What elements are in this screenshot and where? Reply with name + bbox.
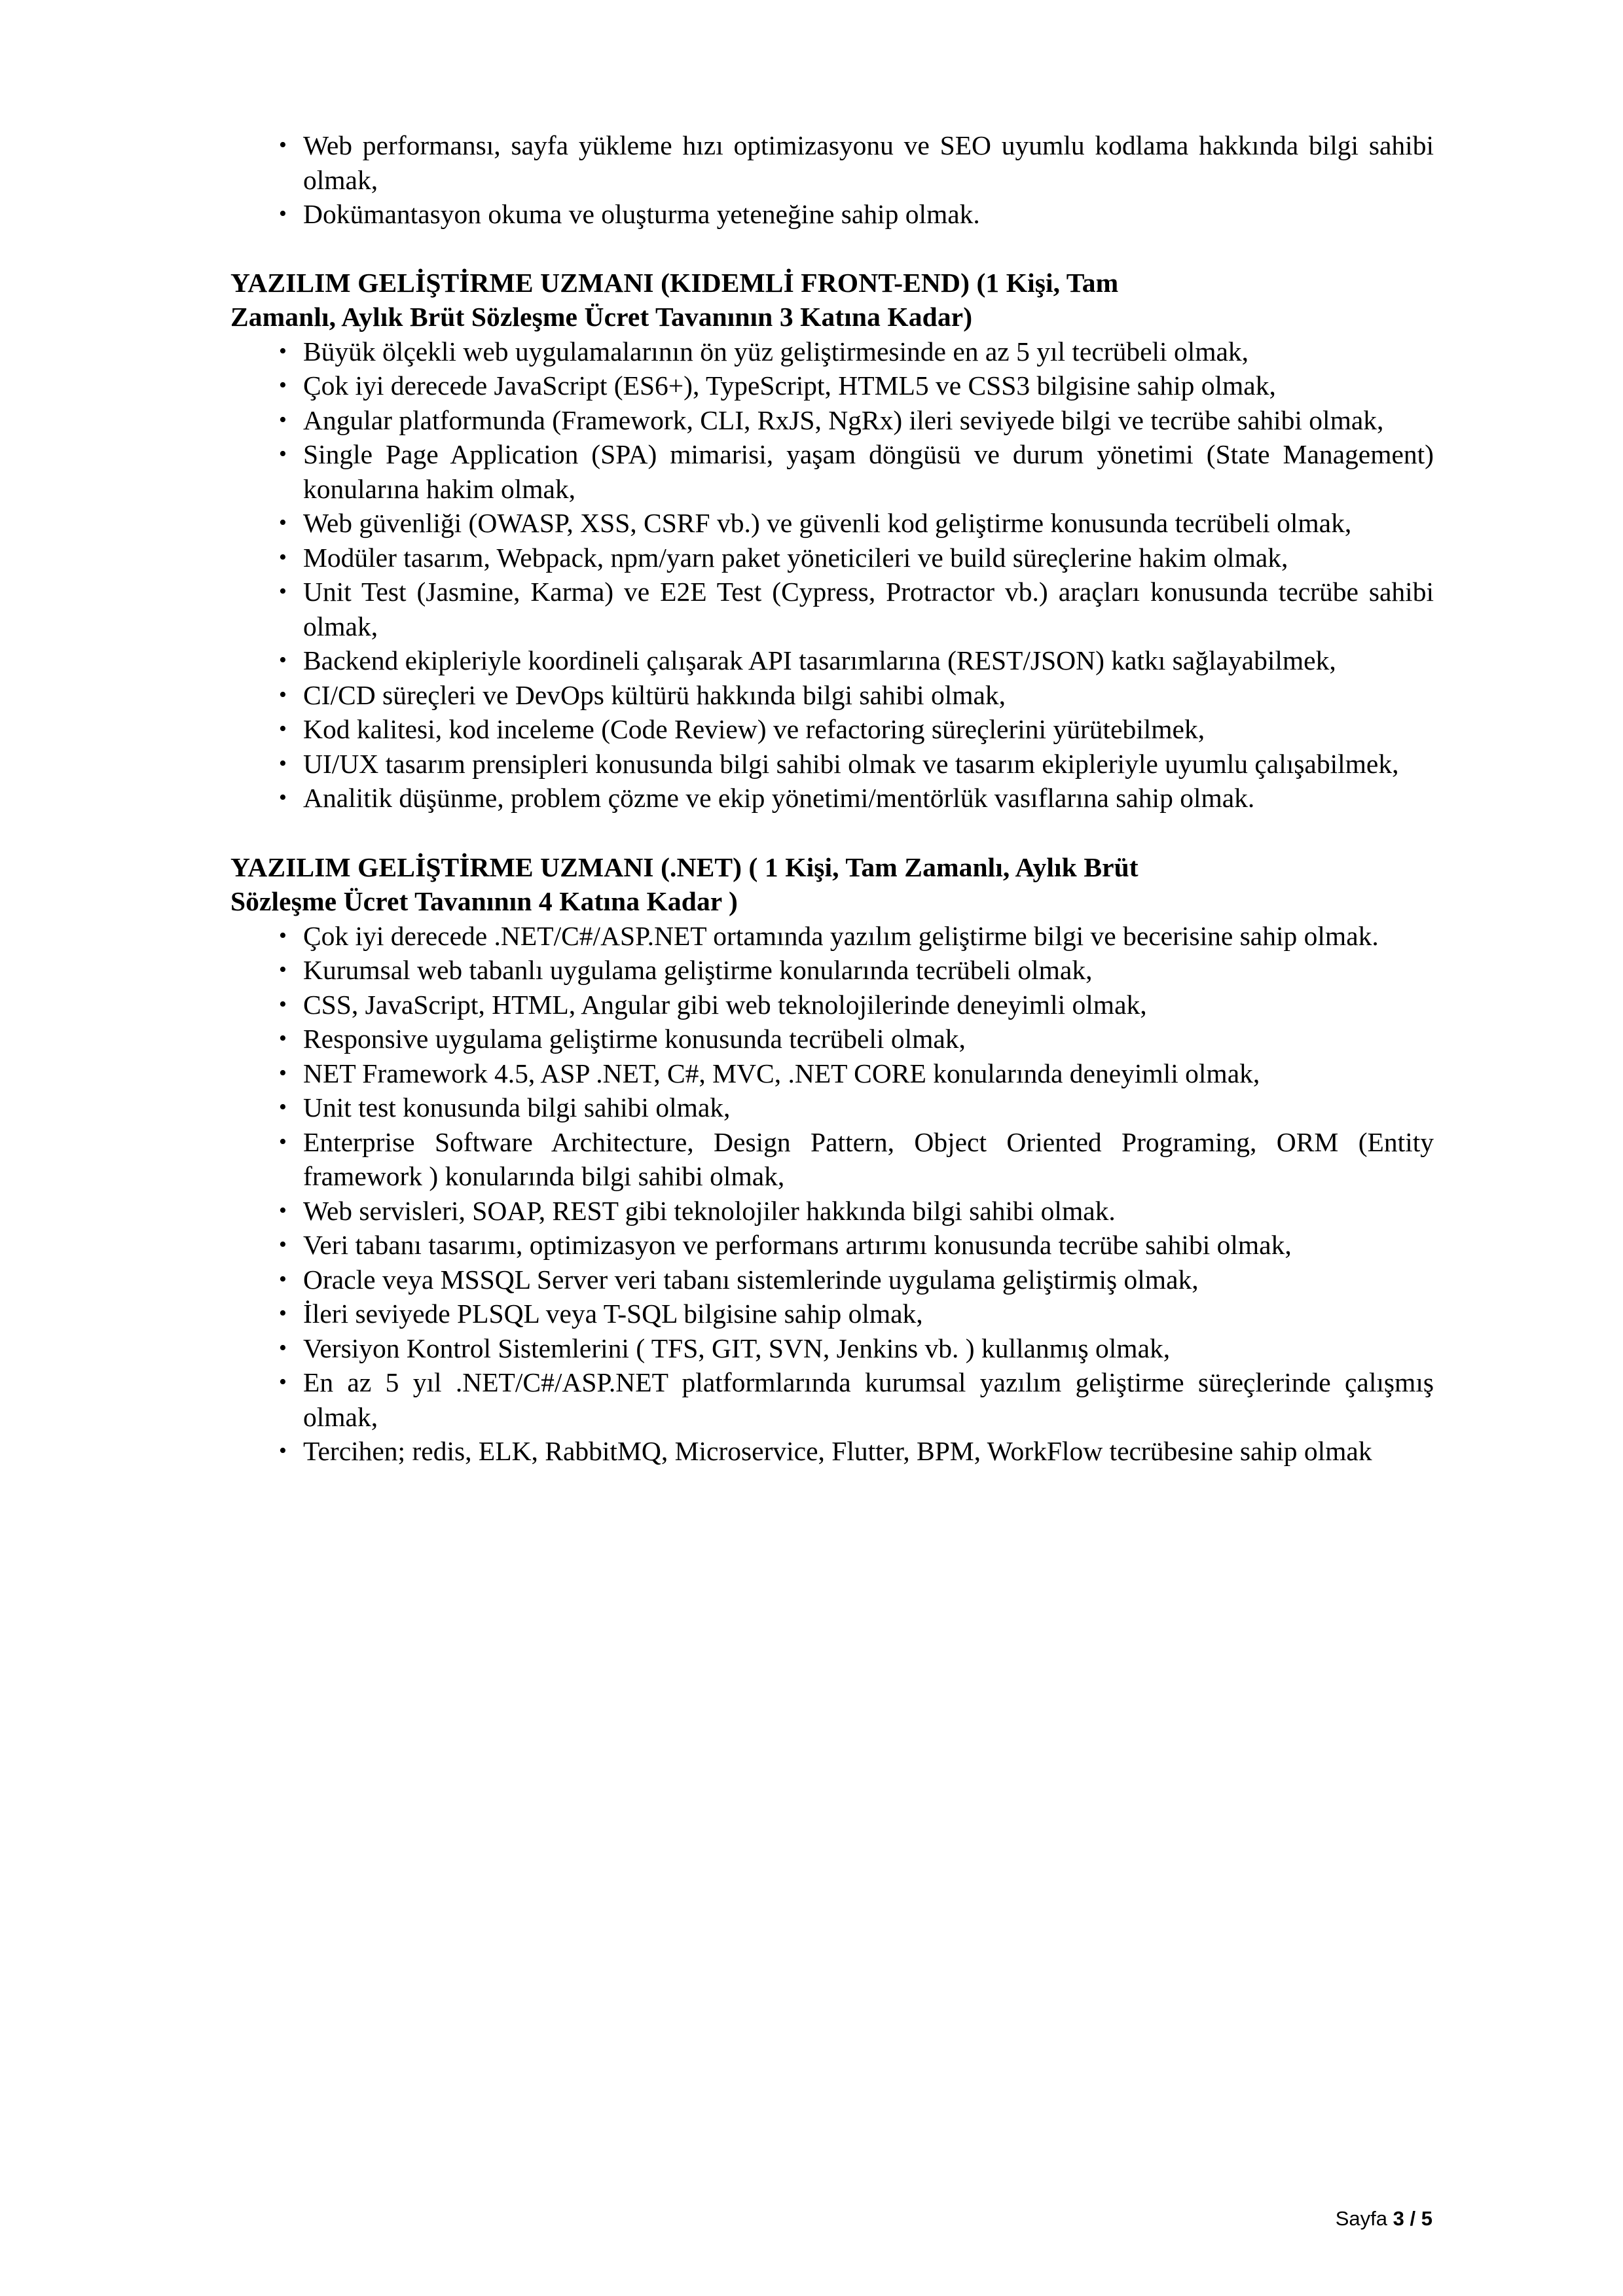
list-item xyxy=(230,575,1434,643)
list-item-text: Unit Test (Jasmine, Karma) ve E2E Test (Cypress, Protractor vb.) araçları konusunda tecrübe sahibi olmak, xyxy=(303,577,1434,641)
bullet-icon: • xyxy=(279,992,287,1016)
list-item xyxy=(230,781,1434,816)
footer-page-label: Sayfa xyxy=(1335,2207,1387,2230)
section-frontend xyxy=(230,266,1434,816)
list-item xyxy=(230,1228,1434,1263)
bullet-icon: • xyxy=(279,338,287,363)
bullet-icon: • xyxy=(279,511,287,535)
list-item xyxy=(230,1365,1434,1434)
bullet-icon: • xyxy=(279,373,287,397)
list-item-text: Dokümantasyon okuma ve oluşturma yeteneğine sahip olmak. xyxy=(303,199,980,229)
list-item-text: Kurumsal web tabanlı uygulama geliştirme konularında tecrübeli olmak, xyxy=(303,955,1093,985)
list-item-text: Responsive uygulama geliştirme konusunda tecrübeli olmak, xyxy=(303,1024,966,1054)
heading-line-1: YAZILIM GELİŞTİRME UZMANI (.NET) ( 1 Kişi, Tam Zamanlı, Aylık Brüt xyxy=(230,852,1139,882)
heading-line-1: YAZILIM GELİŞTİRME UZMANI (KIDEMLİ FRONT-END) (1 Kişi, Tam xyxy=(230,267,1119,298)
list-item xyxy=(230,541,1434,575)
list-item-text: Çok iyi derecede JavaScript (ES6+), TypeScript, HTML5 ve CSS3 bilgisine sahip olmak, xyxy=(303,370,1276,401)
bullet-icon: • xyxy=(279,717,287,741)
bullet-icon: • xyxy=(279,1439,287,1463)
bullet-icon: • xyxy=(279,133,287,157)
bullet-icon: • xyxy=(279,958,287,982)
bullet-icon: • xyxy=(279,1095,287,1119)
footer-page-current: 3 xyxy=(1393,2207,1404,2230)
list-item-text: Enterprise Software Architecture, Design Pattern, Object Oriented Programing, ORM (Entity framework ) konularında bilgi sahibi olmak, xyxy=(303,1126,1434,1191)
list-item xyxy=(230,1022,1434,1056)
list-item-text: Modüler tasarım, Webpack, npm/yarn paket yöneticileri ve build süreçlerine hakim olmak, xyxy=(303,542,1288,573)
bullet-icon: • xyxy=(279,648,287,672)
heading-line-2: Zamanlı, Aylık Brüt Sözleşme Ücret Tavanının 3 Katına Kadar) xyxy=(230,302,973,332)
list-item xyxy=(230,437,1434,506)
bullet-icon: • xyxy=(279,923,287,948)
footer-page-separator: / xyxy=(1410,2207,1416,2230)
list-item-text: Büyük ölçekli web uygulamalarının ön yüz geliştirmesinde en az 5 yıl tecrübeli olmak, xyxy=(303,336,1249,367)
list-item xyxy=(230,1056,1434,1091)
list-item-text: Tercihen; redis, ELK, RabbitMQ, Microservice, Flutter, BPM, WorkFlow tecrübesine sahip olmak xyxy=(303,1436,1372,1466)
list-item-text: UI/UX tasarım prensipleri konusunda bilgi sahibi olmak ve tasarım ekipleriyle uyumlu çalışabilmek, xyxy=(303,748,1399,779)
list-item-text: Single Page Application (SPA) mimarisi, yaşam döngüsü ve durum yönetimi (State Management) konularına hakim olmak, xyxy=(303,439,1434,504)
bullet-icon: • xyxy=(279,442,287,466)
bullet-icon: • xyxy=(279,1301,287,1325)
list-item-text: CI/CD süreçleri ve DevOps kültürü hakkında bilgi sahibi olmak, xyxy=(303,679,1006,710)
section-bullet-list-frontend xyxy=(230,334,1434,816)
list-item xyxy=(230,1090,1434,1125)
bullet-icon: • xyxy=(279,682,287,707)
bullet-icon: • xyxy=(279,545,287,569)
list-item xyxy=(230,197,1434,232)
section-dotnet xyxy=(230,850,1434,1469)
list-item-text: Analitik düşünme, problem çözme ve ekip yönetimi/mentörlük vasıflarına sahip olmak. xyxy=(303,783,1255,813)
page-footer xyxy=(1336,2207,1432,2231)
list-item-text: Kod kalitesi, kod inceleme (Code Review) ve refactoring süreçlerini yürütebilmek, xyxy=(303,714,1205,744)
list-item-text: En az 5 yıl .NET/C#/ASP.NET platformlarında kurumsal yazılım geliştirme süreçlerinde çalışmış olmak, xyxy=(303,1367,1434,1432)
list-item xyxy=(230,712,1434,747)
list-item-text: Versiyon Kontrol Sistemlerini ( TFS, GIT, SVN, Jenkins vb. ) kullanmış olmak, xyxy=(303,1333,1171,1363)
list-item-text: İleri seviyede PLSQL veya T-SQL bilgisine sahip olmak, xyxy=(303,1299,923,1329)
bullet-icon: • xyxy=(279,1129,287,1154)
list-item-text: NET Framework 4.5, ASP .NET, C#, MVC, .NET CORE konularında deneyimli olmak, xyxy=(303,1058,1260,1088)
list-item-text: Oracle veya MSSQL Server veri tabanı sistemlerinde uygulama geliştirmiş olmak, xyxy=(303,1264,1199,1295)
bullet-icon: • xyxy=(279,1026,287,1050)
section-bullet-list-dotnet xyxy=(230,919,1434,1469)
bullet-icon: • xyxy=(279,1060,287,1085)
spacer xyxy=(230,816,1434,850)
footer-page-total: 5 xyxy=(1421,2207,1432,2230)
list-item xyxy=(230,643,1434,678)
list-item xyxy=(230,1434,1434,1469)
list-item-text: Web servisleri, SOAP, REST gibi teknolojiler hakkında bilgi sahibi olmak. xyxy=(303,1195,1116,1226)
page-content xyxy=(230,128,1434,1469)
list-item-text: Backend ekipleriyle koordineli çalışarak API tasarımlarına (REST/JSON) katkı sağlayabilmek, xyxy=(303,645,1336,675)
list-item xyxy=(230,747,1434,781)
list-item xyxy=(230,988,1434,1022)
list-item xyxy=(230,678,1434,713)
bullet-icon: • xyxy=(279,1232,287,1257)
list-item-text: Unit test konusunda bilgi sahibi olmak, xyxy=(303,1092,731,1122)
section-heading-frontend xyxy=(230,266,1434,334)
bullet-icon: • xyxy=(279,785,287,810)
bullet-icon: • xyxy=(279,1335,287,1360)
list-item-text: Veri tabanı tasarımı, optimizasyon ve performans artırımı konusunda tecrübe sahibi olmak, xyxy=(303,1230,1292,1260)
spacer xyxy=(230,232,1434,266)
list-item-text: Çok iyi derecede .NET/C#/ASP.NET ortamında yazılım geliştirme bilgi ve becerisine sahip olmak. xyxy=(303,920,1379,951)
list-item-text: CSS, JavaScript, HTML, Angular gibi web teknolojilerinde deneyimli olmak, xyxy=(303,989,1147,1020)
list-item-text: Web güvenliği (OWASP, XSS, CSRF vb.) ve güvenli kod geliştirme konusunda tecrübeli olmak, xyxy=(303,508,1352,538)
bullet-icon: • xyxy=(279,202,287,226)
list-item-text: Angular platformunda (Framework, CLI, RxJS, NgRx) ileri seviyede bilgi ve tecrübe sahibi olmak, xyxy=(303,404,1384,435)
list-item xyxy=(230,368,1434,403)
list-item xyxy=(230,128,1434,197)
list-item xyxy=(230,1263,1434,1297)
list-item-text: Web performansı, sayfa yükleme hızı optimizasyonu ve SEO uyumlu kodlama hakkında bilgi sahibi olmak, xyxy=(303,130,1434,195)
list-item xyxy=(230,1194,1434,1229)
bullet-icon: • xyxy=(279,407,287,432)
list-item xyxy=(230,953,1434,988)
bullet-icon: • xyxy=(279,751,287,776)
list-item xyxy=(230,506,1434,541)
bullet-icon: • xyxy=(279,1370,287,1394)
list-item xyxy=(230,334,1434,369)
bullet-icon: • xyxy=(279,1198,287,1223)
list-item xyxy=(230,919,1434,954)
bullet-icon: • xyxy=(279,579,287,603)
list-item xyxy=(230,403,1434,438)
list-item xyxy=(230,1331,1434,1366)
list-item xyxy=(230,1125,1434,1194)
section-heading-dotnet xyxy=(230,850,1434,919)
bullet-icon: • xyxy=(279,1266,287,1291)
heading-line-2: Sözleşme Ücret Tavanının 4 Katına Kadar ) xyxy=(230,886,738,916)
list-item xyxy=(230,1297,1434,1331)
intro-bullet-list xyxy=(230,128,1434,232)
